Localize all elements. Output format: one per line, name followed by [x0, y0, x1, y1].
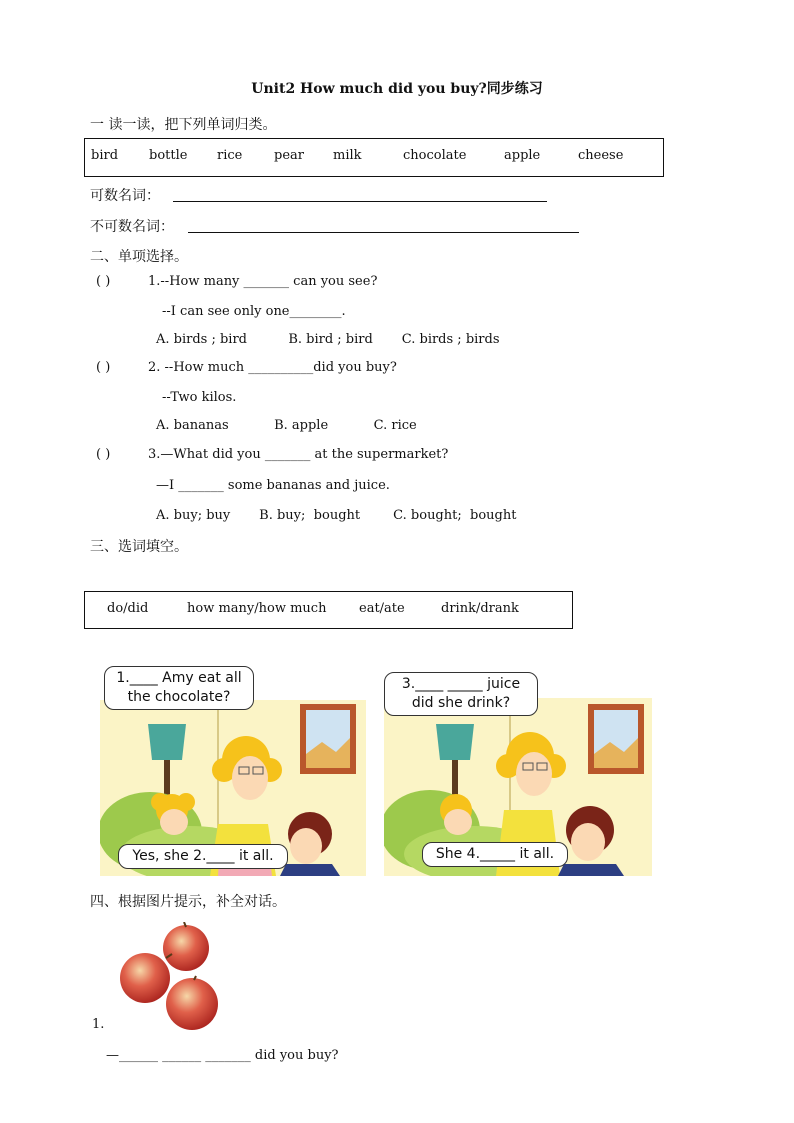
- word-box-2: [84, 591, 573, 629]
- comic-panel-2: [384, 670, 652, 876]
- part2-heading: 二、单项选择。: [90, 249, 188, 265]
- word-item: milk: [333, 148, 362, 163]
- word-item: bird: [91, 148, 119, 163]
- word-item: chocolate: [403, 148, 467, 163]
- word-item: do/did: [107, 601, 149, 616]
- comic-panel-1: [100, 664, 366, 876]
- word-item: rice: [217, 148, 243, 163]
- speech-bubble-top: 1.____ Amy eat all the chocolate?: [104, 666, 254, 710]
- answer-paren[interactable]: ( ): [96, 447, 111, 462]
- word-item: bottle: [149, 148, 188, 163]
- word-box-1: [84, 138, 664, 177]
- question-text: 2. --How much __________did you buy?: [148, 360, 397, 375]
- options-text: A. birds ; bird B. bird ; bird C. birds ; birds: [156, 332, 500, 347]
- answer-paren[interactable]: ( ): [96, 360, 111, 375]
- answer-paren[interactable]: ( ): [96, 274, 111, 289]
- part4-heading: 四、根据图片提示，补全对话。: [90, 894, 286, 910]
- part1-heading: 一 读一读，把下列单词归类。: [90, 117, 277, 133]
- options-text: A. buy; buy B. buy; bought C. bought; bought: [156, 508, 517, 523]
- countable-label: 可数名词：: [90, 188, 160, 204]
- word-item: how many/how much: [187, 601, 327, 616]
- item-number: 1.: [92, 1017, 105, 1032]
- dialogue-line: —______ ______ _______ did you buy?: [106, 1048, 339, 1063]
- answer-text: --I can see only one________.: [162, 304, 346, 319]
- speech-bubble-bottom: She 4._____ it all.: [422, 842, 568, 867]
- uncountable-label: 不可数名词：: [90, 219, 174, 235]
- word-item: drink/drank: [441, 601, 519, 616]
- word-item: pear: [274, 148, 304, 163]
- options-text: A. bananas B. apple C. rice: [156, 418, 417, 433]
- word-item: apple: [504, 148, 541, 163]
- word-item: eat/ate: [359, 601, 405, 616]
- answer-text: —I _______ some bananas and juice.: [156, 478, 390, 493]
- answer-text: --Two kilos.: [162, 390, 237, 405]
- question-text: 1.--How many _______ can you see?: [148, 274, 378, 289]
- uncountable-answer-line[interactable]: [188, 232, 579, 233]
- question-text: 3.—What did you _______ at the supermarket?: [148, 447, 449, 462]
- speech-bubble-bottom: Yes, she 2.____ it all.: [118, 844, 288, 869]
- speech-bubble-top: 3.____ _____ juice did she drink?: [384, 672, 538, 716]
- page-title: Unit2 How much did you buy?同步练习: [251, 81, 543, 97]
- part3-heading: 三、选词填空。: [90, 539, 188, 555]
- word-item: cheese: [578, 148, 624, 163]
- apples-image: [116, 922, 226, 1032]
- countable-answer-line[interactable]: [173, 201, 547, 202]
